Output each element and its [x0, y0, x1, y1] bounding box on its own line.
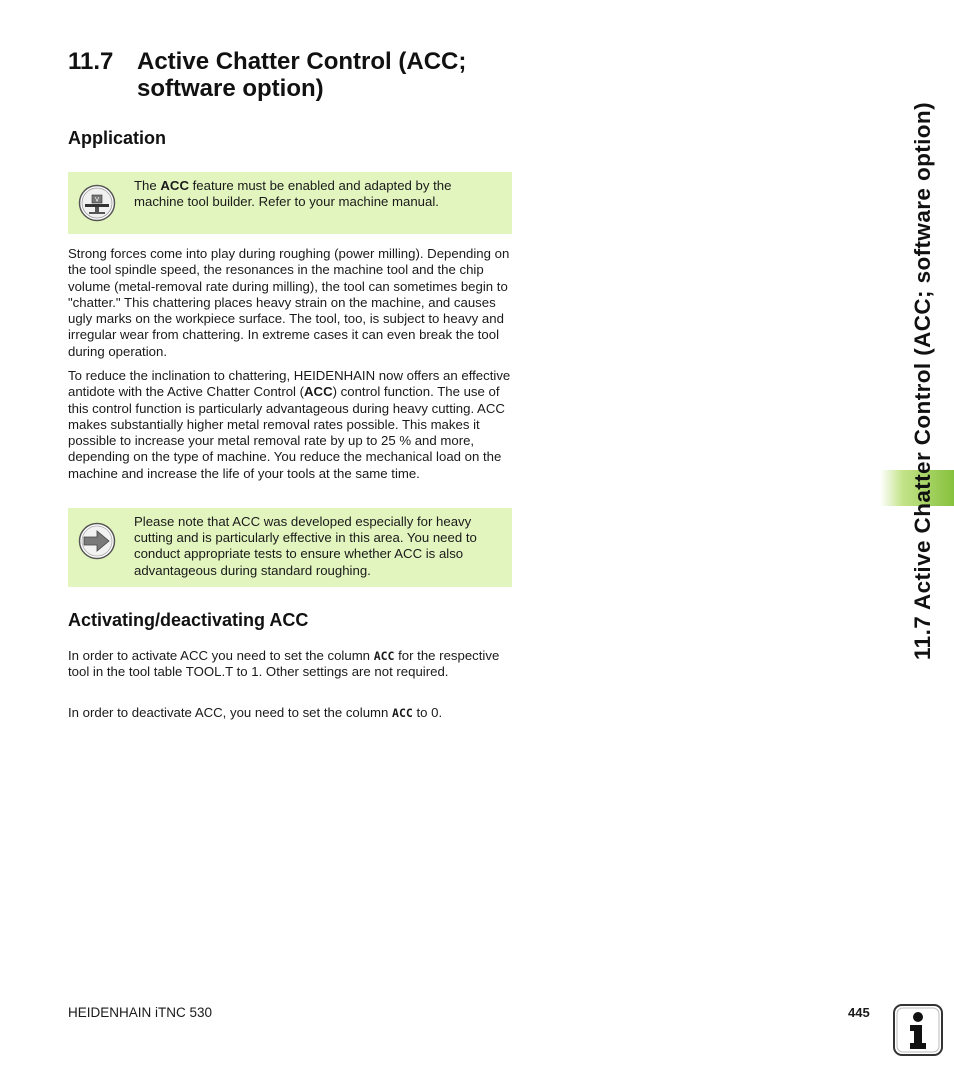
machine-manual-icon	[78, 184, 116, 222]
svg-text:V: V	[94, 196, 100, 204]
chapter-title-line1: Active Chatter Control (ACC;	[137, 48, 467, 75]
page-number: 445	[848, 1005, 870, 1020]
info-icon	[893, 1004, 943, 1056]
chapter-number: 11.7	[68, 48, 114, 75]
section-heading-application: Application	[68, 128, 166, 148]
paragraph-activate: In order to activate ACC you need to set the column ACC for the respective tool in the tool table TOOL.T to 1. Other settings are not required.	[68, 648, 500, 680]
paragraph-chatter-intro: Strong forces come into play during roughing (power milling). Depending on the tool spindle speed, the resonances in the machine tool and the chip volume (metal-removal rate during milling), the tool can sometimes begin to "chatter." This chattering places heavy strain on the machine, and causes ugly marks on the workpiece surface. The tool, too, is subject to heavy and irregular wear from chattering. In extreme cases it can even break the tool during operation.	[68, 246, 510, 359]
chapter-title	[68, 48, 466, 102]
footer-product: HEIDENHAIN iTNC 530	[68, 1005, 213, 1020]
code-acc: ACC	[373, 649, 395, 663]
chapter-title-line2: software option)	[137, 75, 324, 102]
arrow-right-icon	[78, 522, 116, 560]
note-machine-manual	[68, 172, 512, 234]
paragraph-deactivate: In order to deactivate ACC, you need to set the column ACC to 0.	[68, 705, 443, 720]
section-heading-activating: Activating/deactivating ACC	[68, 610, 309, 630]
note-heavy-cutting	[68, 508, 512, 587]
side-chapter-title: 11.7 Active Chatter Control (ACC; software option)	[910, 102, 935, 660]
paragraph-acc-benefits: To reduce the inclination to chattering, HEIDENHAIN now offers an effective antidote with the Active Chatter Control (ACC) control function. The use of this control function is particularly advantageous during heavy cutting. ACC makes substantially higher metal removal rates possible. This makes it possible to increase your metal removal rate by up to 25 % and more, depending on the type of machine. You reduce the mechanical load on the machine and increase the life of your tools at the same time.	[68, 368, 511, 481]
note-text: The ACC feature must be enabled and adapted by the machine tool builder. Refer to your machine manual.	[134, 178, 452, 210]
code-acc: ACC	[392, 706, 413, 720]
note-text: Please note that ACC was developed especially for heavy cutting and is particularly effective in this area. You need to conduct appropriate tests to ensure whether ACC is also advantageous during standard roughing.	[134, 514, 477, 578]
